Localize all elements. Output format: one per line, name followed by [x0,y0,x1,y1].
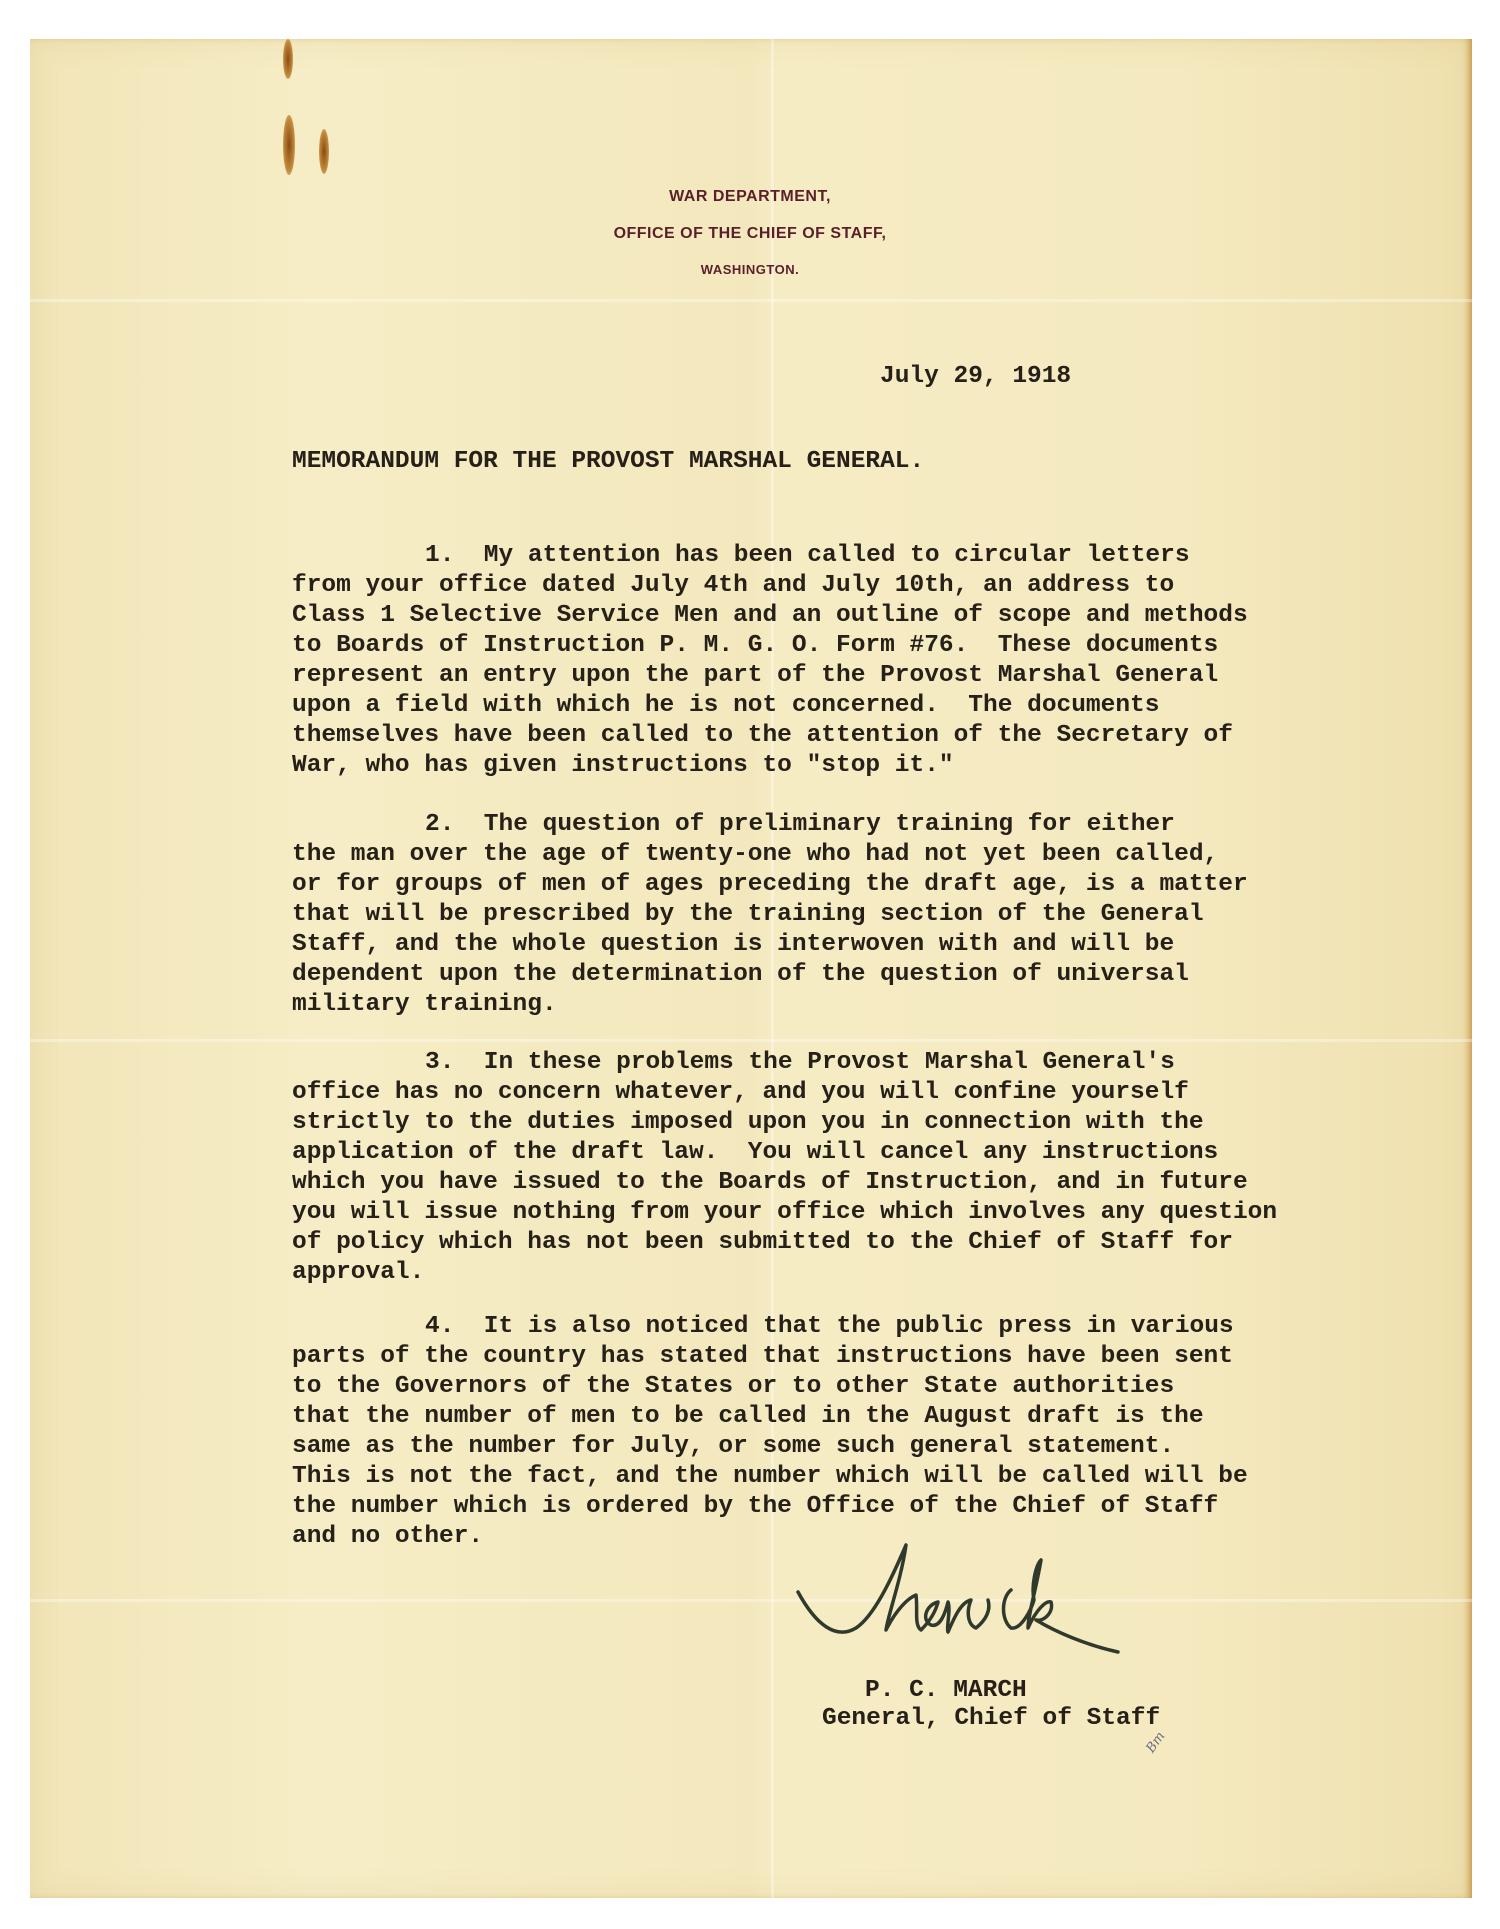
pencil-annotation: Bm [1143,1729,1169,1756]
fold-crease [30,1039,1472,1042]
paragraph-2-line: or for groups of men of ages preceding the draft age, is a matter [292,871,1248,898]
paragraph-1-line: upon a field with which he is not concerned. The documents [292,692,1160,719]
handwritten-signature [796,1540,1146,1660]
letterhead-department: WAR DEPARTMENT, [669,188,831,205]
rust-stain [283,39,293,79]
paragraph-3-line: office has no concern whatever, and you will confine yourself [292,1079,1189,1106]
rust-stain [283,115,295,175]
paragraph-1-line: themselves have been called to the attention of the Secretary of [292,722,1233,749]
letterhead-city: WASHINGTON. [700,262,800,277]
paragraph-3-line: of policy which has not been submitted to the Chief of Staff for [292,1229,1233,1256]
paragraph-2-line: the man over the age of twenty-one who had not yet been called, [292,841,1219,868]
paragraph-4-line: and no other. [292,1523,484,1550]
paragraph-4-line: to the Governors of the States or to other State authorities [292,1373,1175,1400]
signer-name: P. C. MARCH [865,1677,1027,1704]
paragraph-4-line: This is not the fact, and the number which will be called will be [292,1463,1248,1490]
signer-title: General, Chief of Staff [822,1705,1161,1732]
paragraph-4-line: the number which is ordered by the Office of the Chief of Staff [292,1493,1219,1520]
paragraph-4-line: 4. It is also noticed that the public press in various [425,1313,1234,1340]
paragraph-3-line: strictly to the duties imposed upon you in connection with the [292,1109,1204,1136]
paragraph-3-line: approval. [292,1259,425,1286]
paragraph-4-line: same as the number for July, or some such general statement. [292,1433,1175,1460]
paragraph-2-line: that will be prescribed by the training section of the General [292,901,1204,928]
paragraph-1-line: Class 1 Selective Service Men and an outline of scope and methods [292,602,1248,629]
fold-crease [30,299,1472,302]
paragraph-1-line: 1. My attention has been called to circular letters [425,542,1190,569]
paragraph-1-line: to Boards of Instruction P. M. G. O. Form #76. These documents [292,632,1219,659]
memo-heading: MEMORANDUM FOR THE PROVOST MARSHAL GENERAL. [292,448,925,475]
paragraph-1-line: represent an entry upon the part of the Provost Marshal General [292,662,1219,689]
paragraph-2-line: 2. The question of preliminary training for either [425,811,1175,838]
paragraph-3-line: you will issue nothing from your office which involves any question [292,1199,1278,1226]
paragraph-2-line: military training. [292,991,557,1018]
rust-stain [319,129,329,174]
paragraph-4-line: that the number of men to be called in the August draft is the [292,1403,1204,1430]
paragraph-3-line: 3. In these problems the Provost Marshal General's [425,1049,1175,1076]
paragraph-3-line: which you have issued to the Boards of Instruction, and in future [292,1169,1248,1196]
letterhead-office: OFFICE OF THE CHIEF OF STAFF, [613,225,887,242]
paragraph-1-line: from your office dated July 4th and July 10th, an address to [292,572,1175,599]
paragraph-2-line: dependent upon the determination of the question of universal [292,961,1189,988]
memo-date: July 29, 1918 [880,363,1072,390]
fold-crease [30,1599,1472,1602]
paragraph-3-line: application of the draft law. You will cancel any instructions [292,1139,1219,1166]
paragraph-4-line: parts of the country has stated that instructions have been sent [292,1343,1233,1370]
paragraph-1-line: War, who has given instructions to "stop it." [292,752,954,779]
paragraph-2-line: Staff, and the whole question is interwoven with and will be [292,931,1175,958]
